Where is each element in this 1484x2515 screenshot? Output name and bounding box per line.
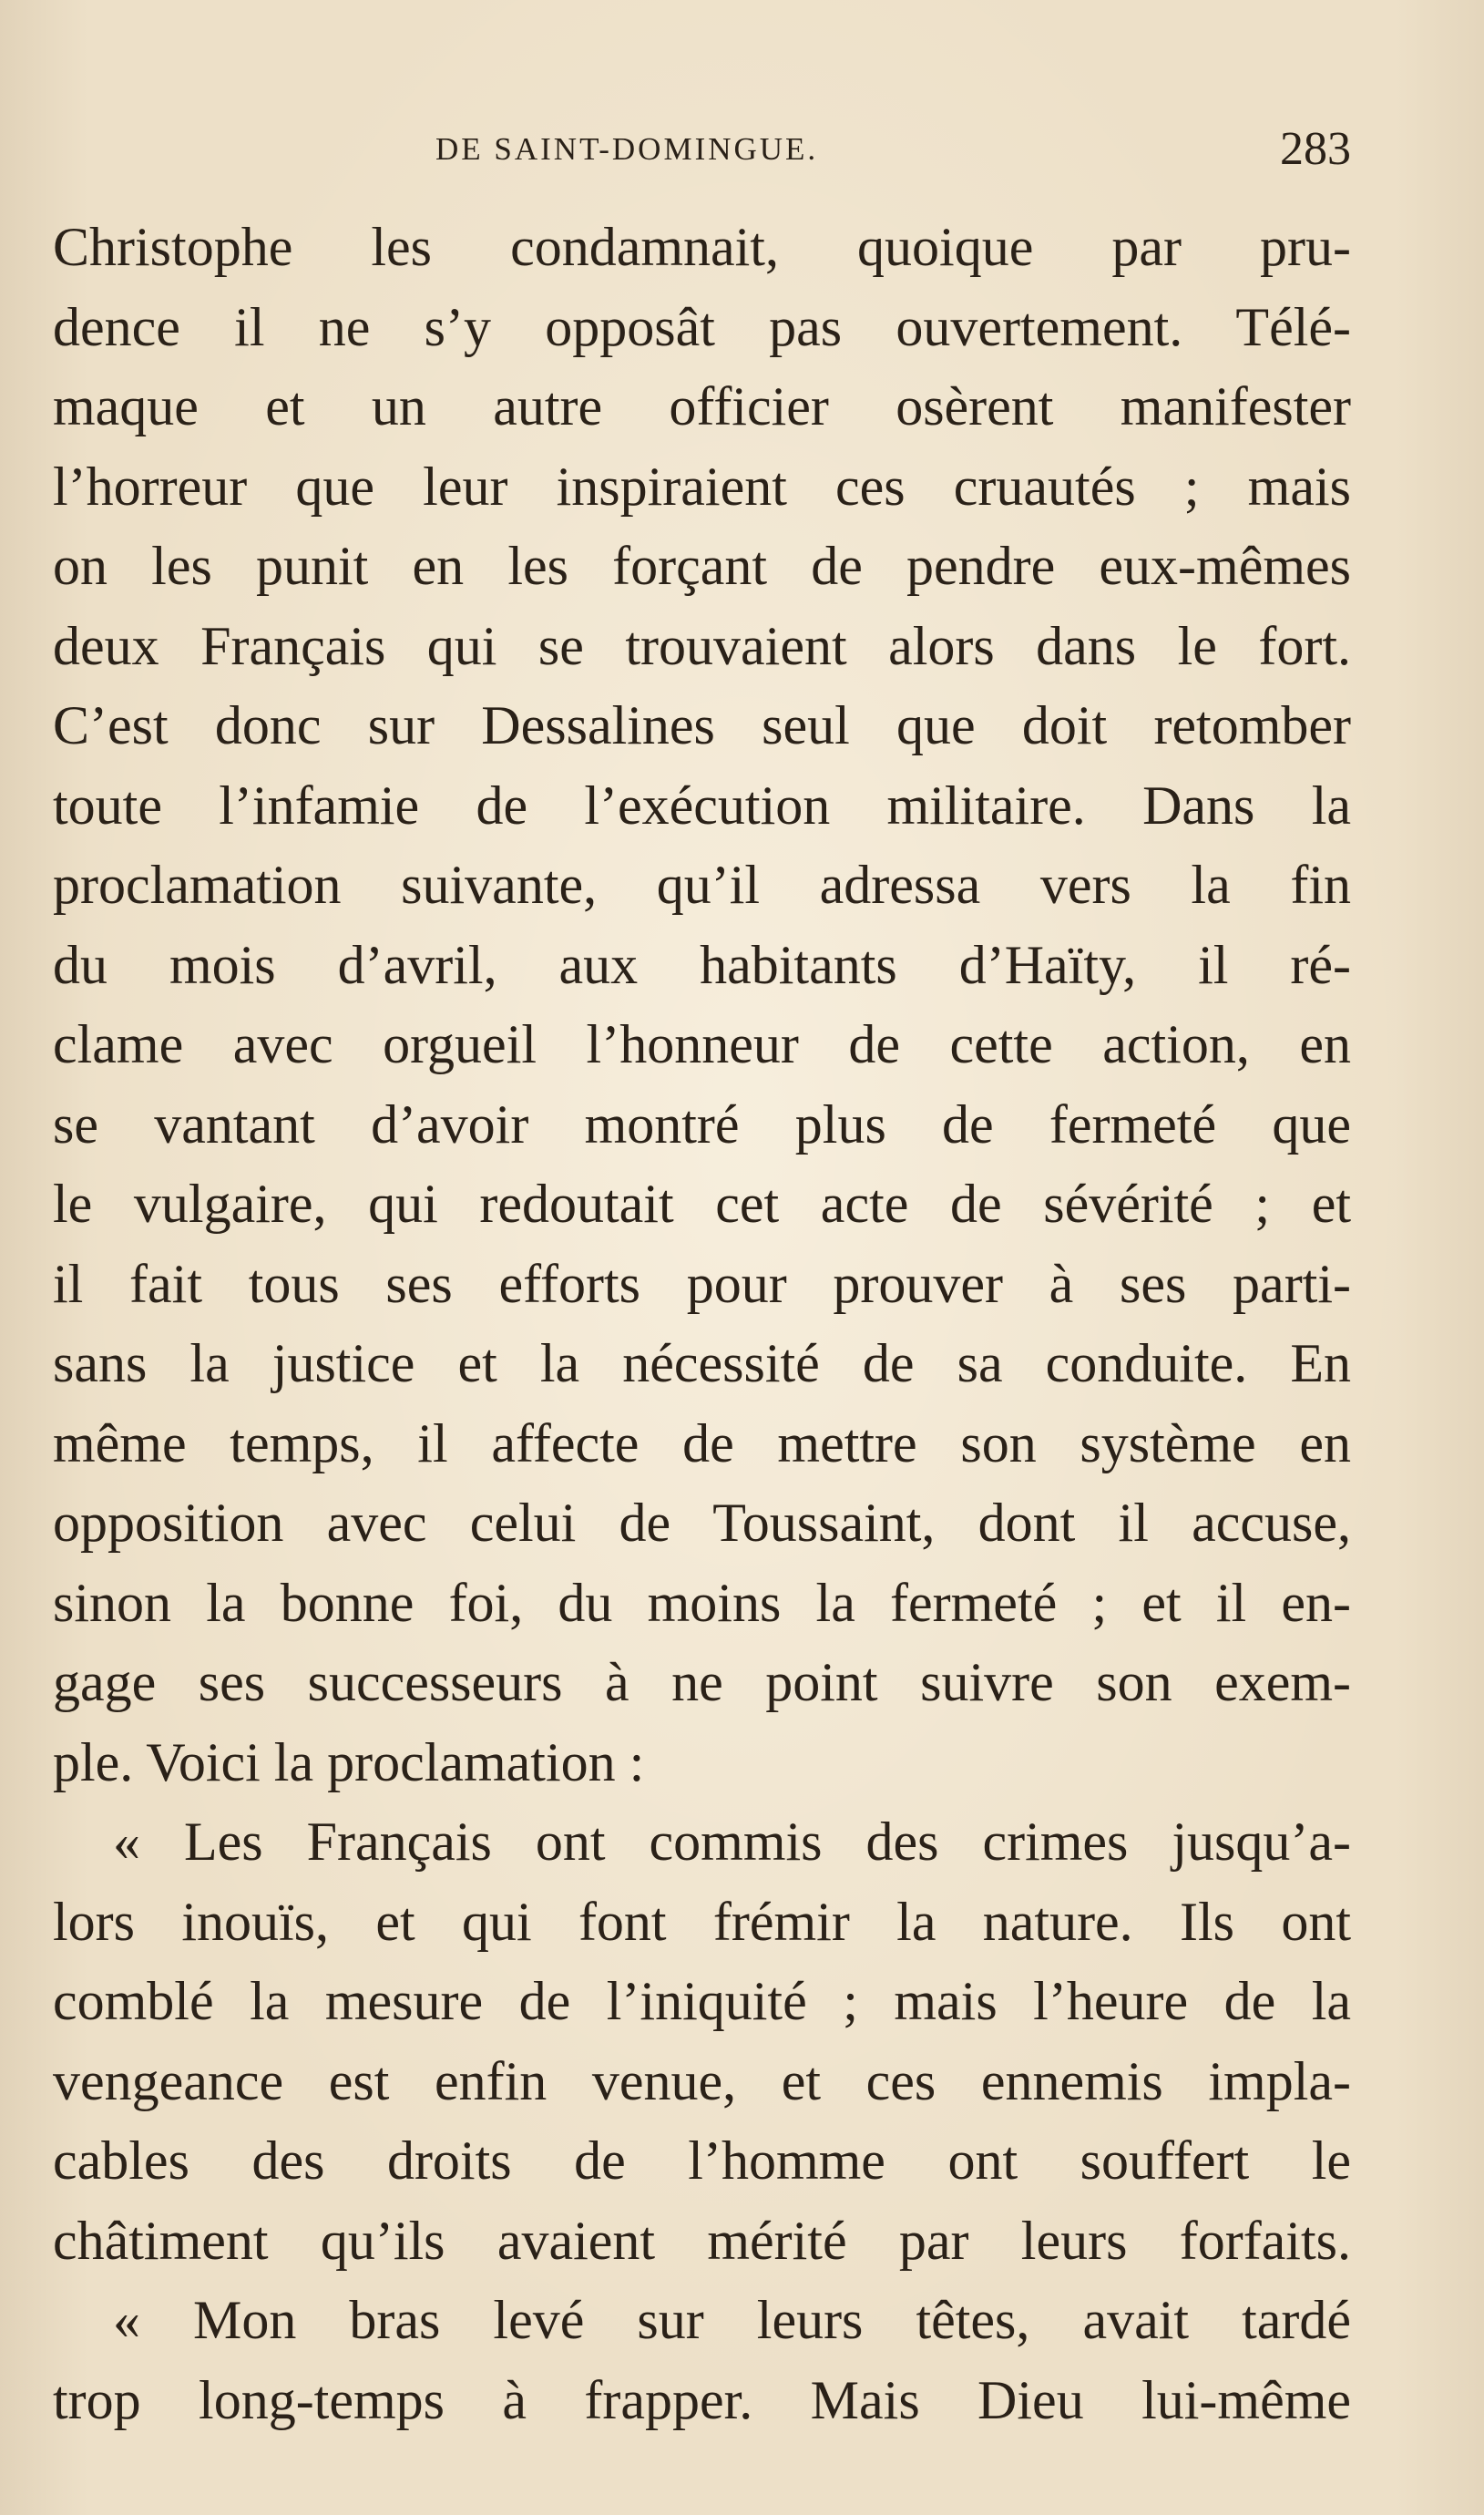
body-text [53, 208, 1351, 2440]
text-line: sans la justice et la nécessité de sa conduite. En [53, 1333, 1351, 1393]
text-line: maque et un autre officier osèrent manifester [53, 376, 1351, 436]
quote-line: « Les Français ont commis des crimes jusqu’a- [113, 1812, 1351, 1872]
running-title: DE SAINT-DOMINGUE. [435, 131, 819, 167]
text-line: ple. Voici la proclamation : [53, 1731, 645, 1792]
text-line: il fait tous ses efforts pour prouver à ses parti- [53, 1253, 1351, 1314]
quote-line: vengeance est enfin venue, et ces ennemis impla- [53, 2050, 1351, 2111]
quote-line: comblé la mesure de l’iniquité ; mais l’heure de la [53, 1971, 1351, 2031]
quote-line: cables des droits de l’homme ont souffert le [53, 2130, 1351, 2191]
text-line: sinon la bonne foi, du moins la fermeté ; et il en- [53, 1572, 1351, 1633]
quote-line: lors inouïs, et qui font frémir la nature. Ils ont [53, 1891, 1351, 1952]
page-number: 283 [1280, 123, 1351, 175]
text-line: dence il ne s’y opposât pas ouvertement. Télé- [53, 296, 1351, 357]
quote-line: trop long-temps à frapper. Mais Dieu lui-même [53, 2369, 1351, 2430]
text-line: gage ses successeurs à ne point suivre son exem- [53, 1652, 1351, 1712]
text-line: proclamation suivante, qu’il adressa vers la fin [53, 855, 1351, 915]
quote-line: « Mon bras levé sur leurs têtes, avait tardé [113, 2290, 1351, 2350]
text-line: C’est donc sur Dessalines seul que doit retomber [53, 695, 1351, 755]
page-header [53, 122, 1351, 195]
text-line: clame avec orgueil l’honneur de cette action, en [53, 1014, 1351, 1074]
text-line: opposition avec celui de Toussaint, dont il accuse, [53, 1493, 1351, 1553]
text-line: Christophe les condamnait, quoique par pru- [53, 217, 1351, 277]
text-line: même temps, il affecte de mettre son système en [53, 1412, 1351, 1473]
text-line: le vulgaire, qui redoutait cet acte de sévérité ; et [53, 1174, 1351, 1234]
text-line: l’horreur que leur inspiraient ces cruautés ; mais [53, 456, 1351, 517]
text-line: toute l’infamie de l’exécution militaire. Dans la [53, 775, 1351, 836]
text-line: on les punit en les forçant de pendre eux-mêmes [53, 536, 1351, 596]
text-line: du mois d’avril, aux habitants d’Haïty, il ré- [53, 934, 1351, 995]
text-line: deux Français qui se trouvaient alors dans le fort. [53, 615, 1351, 676]
quote-line: châtiment qu’ils avaient mérité par leurs forfaits. [53, 2210, 1351, 2271]
text-line: se vantant d’avoir montré plus de fermeté que [53, 1093, 1351, 1155]
